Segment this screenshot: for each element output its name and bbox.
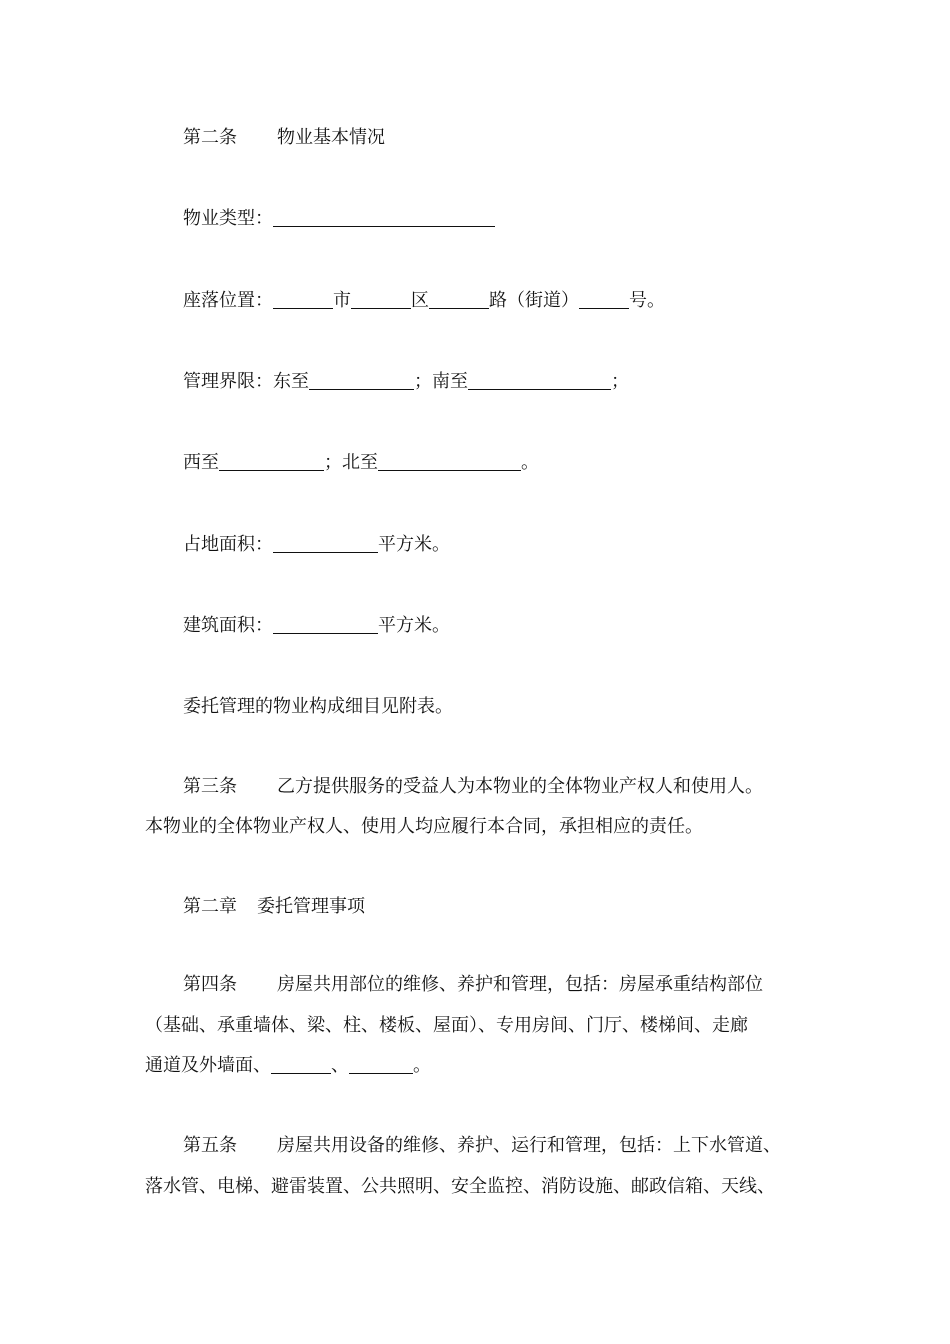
article2-line: [183, 126, 385, 150]
article4-line-3: [145, 1054, 431, 1078]
article4-heading: 第四条: [183, 974, 237, 995]
south-label: ；南至: [414, 371, 468, 392]
number-blank: [579, 290, 629, 309]
land-area-label: 占地面积：: [183, 534, 273, 555]
road-label: 路（街道）: [489, 290, 579, 311]
article3-heading: 第三条: [183, 776, 237, 797]
east-blank: [309, 371, 414, 390]
article4-text-3a: 通道及外墙面、: [145, 1055, 271, 1076]
building-area-unit: 平方米。: [378, 615, 450, 636]
chapter2-title: 委托管理事项: [257, 896, 365, 917]
article2-heading: 第二条: [183, 127, 237, 148]
south-blank: [468, 371, 611, 390]
building-area-blank: [273, 615, 378, 634]
article4-blank-2: [349, 1055, 413, 1074]
west-blank: [219, 452, 324, 471]
article4-line-2: （基础、承重墙体、梁、柱、楼板、屋面）、专用房间、门厅、楼梯间、走廊: [145, 1015, 748, 1036]
district-label: 区: [411, 290, 429, 311]
boundary-end-2: 。: [521, 452, 539, 473]
city-blank: [273, 290, 333, 309]
article4-text-1: 房屋共用部位的维修、养护和管理，包括：房屋承重结构部位: [277, 974, 763, 995]
location-line: [183, 289, 665, 313]
building-area-line: [183, 614, 450, 638]
city-label: 市: [333, 290, 351, 311]
property-type-blank: [273, 208, 495, 227]
article3-text-1: 乙方提供服务的受益人为本物业的全体物业产权人和使用人。: [277, 776, 763, 797]
boundary-line-1: [183, 370, 629, 394]
article4-line-1: [183, 973, 763, 997]
location-label: 座落位置：: [183, 290, 273, 311]
district-blank: [351, 290, 411, 309]
road-blank: [429, 290, 489, 309]
boundary-label: 管理界限：东至: [183, 371, 309, 392]
number-label: 号。: [629, 290, 665, 311]
land-area-blank: [273, 534, 378, 553]
article5-heading: 第五条: [183, 1135, 237, 1156]
building-area-label: 建筑面积：: [183, 615, 273, 636]
north-blank: [378, 452, 521, 471]
article3-line-1: [183, 775, 763, 799]
west-label: 西至: [183, 452, 219, 473]
land-area-line: [183, 533, 450, 557]
chapter2-heading: 第二章: [183, 896, 237, 917]
article3-line-2: 本物业的全体物业产权人、使用人均应履行本合同，承担相应的责任。: [145, 816, 703, 837]
boundary-line-2: [183, 451, 539, 475]
property-type-line: [183, 207, 495, 231]
chapter2-line: [183, 895, 365, 919]
boundary-end-1: ；: [611, 371, 629, 392]
land-area-unit: 平方米。: [378, 534, 450, 555]
article5-line-2: 落水管、电梯、避雷装置、公共照明、安全监控、消防设施、邮政信箱、天线、: [145, 1176, 775, 1197]
article4-text-3c: 。: [413, 1055, 431, 1076]
article4-text-3b: 、: [331, 1055, 349, 1076]
article5-line-1: [183, 1134, 781, 1158]
article2-title: 物业基本情况: [277, 127, 385, 148]
article5-text-1: 房屋共用设备的维修、养护、运行和管理，包括：上下水管道、: [277, 1135, 781, 1156]
north-label: ；北至: [324, 452, 378, 473]
property-type-label: 物业类型：: [183, 208, 273, 229]
appendix-note: 委托管理的物业构成细目见附表。: [183, 696, 453, 717]
article4-blank-1: [271, 1055, 331, 1074]
